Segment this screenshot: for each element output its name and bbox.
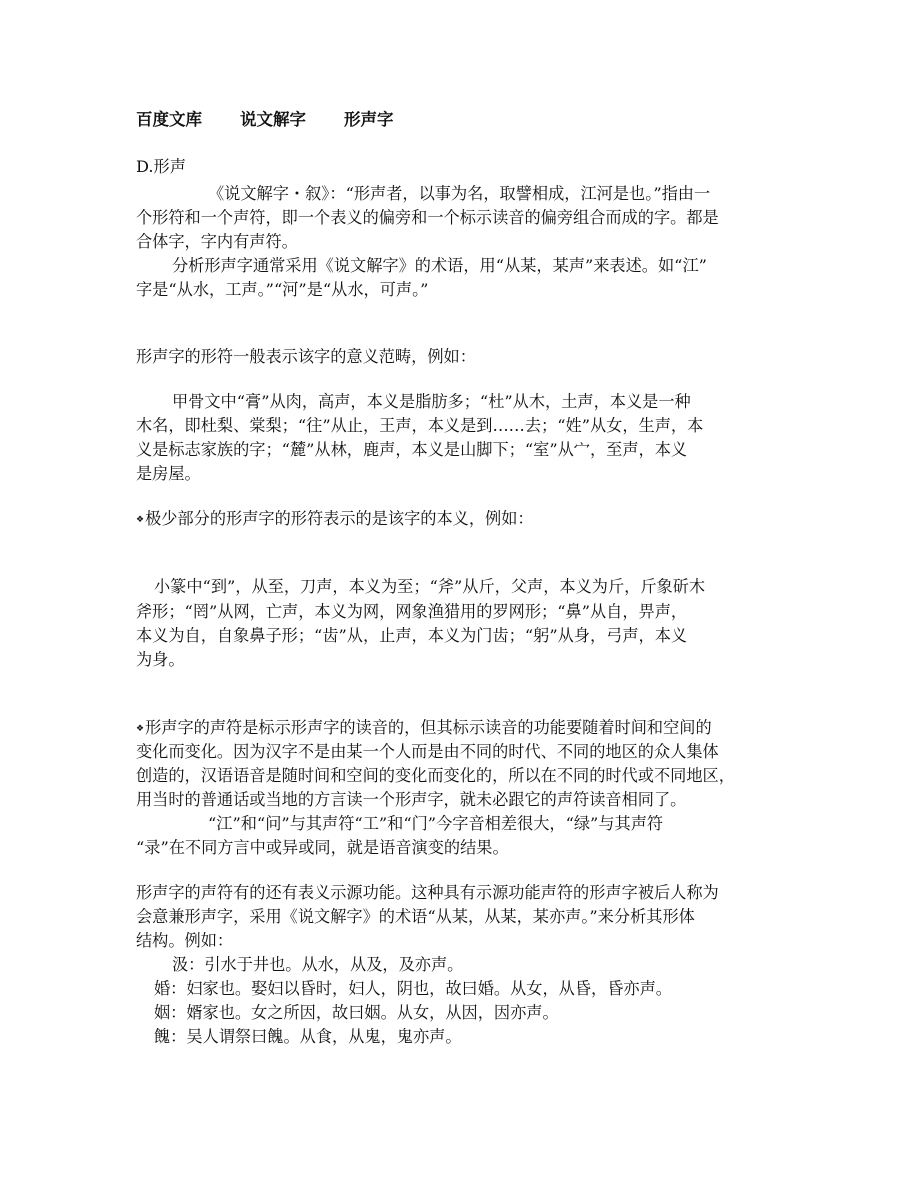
phonetic-line-text: 形声字的声符是标示形声字的读音的，但其标示读音的功能要随着时间和空间的 <box>145 718 712 737</box>
oracle-example-line: 是房屋。 <box>136 464 201 483</box>
phonetic-line <box>136 716 712 741</box>
phonetic-line: “江”和“问”与其声符“工”和“门”今字音相差很大，“绿”与其声符 <box>208 814 664 833</box>
word-example: 婚：妇家也。娶妇以昏时，妇人，阴也，故曰婚。从女，从昏，昏亦声。 <box>154 979 672 998</box>
seal-example-line: 斧形；“罔”从网，亡声，本义为网，网象渔猎用的罗网形；“鼻”从自，畀声， <box>136 602 688 621</box>
phonetic-line: 创造的，汉语语音是随时间和空间的变化而变化的，所以在不同的时代或不同地区， <box>136 766 735 785</box>
word-example: 汲：引水于井也。从水，从及，及亦声。 <box>172 955 464 974</box>
seal-example-line: 本义为自，自象鼻子形；“齿”从，止声，本义为门齿；“躬”从身，弓声，本义 <box>136 626 688 645</box>
oracle-example-line: 甲骨文中“膏”从肉，高声，本义是脂肪多；“杜”从木，土声，本义是一种 <box>172 392 691 411</box>
phonetic-line: 用当时的普通话或当地的方言读一个形声字，就未必跟它的声符读音相同了。 <box>136 790 687 809</box>
intro-line: 合体字，字内有声符。 <box>136 232 298 251</box>
phonetic-line: 变化而变化。因为汉字不是由某一个人而是由不同的时代、不同的地区的众人集体 <box>136 742 719 761</box>
header-site: 百度文库 <box>136 110 202 129</box>
intro-line: 字是“从水，工声。”“河”是“从水，可声。” <box>136 280 429 299</box>
seal-example-line: 为身。 <box>136 650 185 669</box>
meaning-heading: 形声字的形符一般表示该字的意义范畴，例如： <box>136 347 476 366</box>
intro-line: 《说文解字・叙》：“形声者，以事为名，取譬相成，江河是也。”指由一 <box>208 184 711 203</box>
document-header <box>136 108 432 132</box>
diamond-bullet-icon: ❖ <box>136 515 145 525</box>
huiyi-line: 结构。例如： <box>136 931 234 950</box>
header-book: 说文解字 <box>240 110 306 129</box>
few-heading <box>136 507 534 532</box>
section-label: D.形声 <box>136 157 186 176</box>
intro-line: 分析形声字通常采用《说文解字》的术语，用“从某，某声”来表述。如“江” <box>172 256 707 275</box>
diamond-bullet-icon: ❖ <box>136 724 145 734</box>
oracle-example-line: 木名，即杜梨、棠梨；“往”从止，王声，本义是到……去；“姓”从女，生声，本 <box>136 416 704 435</box>
few-heading-text: 极少部分的形声字的形符表示的是该字的本义，例如： <box>145 509 534 528</box>
word-example: 姻：婿家也。女之所因，故曰姻。从女，从因，因亦声。 <box>154 1003 559 1022</box>
huiyi-line: 会意兼形声字，采用《说文解字》的术语“从某，从某，某亦声。”来分析其形体 <box>136 907 695 926</box>
seal-example-line: 小篆中“到”，从至，刀声，本义为至；“斧”从斤，父声，本义为斤，斤象斫木 <box>154 577 706 596</box>
huiyi-line: 形声字的声符有的还有表义示源功能。这种具有示源功能声符的形声字被后人称为 <box>136 883 719 902</box>
phonetic-line: “录”在不同方言中或异或同，就是语音演变的结果。 <box>136 838 509 857</box>
header-topic: 形声字 <box>344 110 394 129</box>
intro-line: 个形符和一个声符，即一个表义的偏旁和一个标示读音的偏旁组合而成的字。都是 <box>136 208 719 227</box>
word-example: 餽：吴人谓祭曰餽。从食，从鬼，鬼亦声。 <box>154 1027 462 1046</box>
oracle-example-line: 义是标志家族的字；“麓”从林，鹿声，本义是山脚下；“室”从宀，至声，本义 <box>136 440 688 459</box>
